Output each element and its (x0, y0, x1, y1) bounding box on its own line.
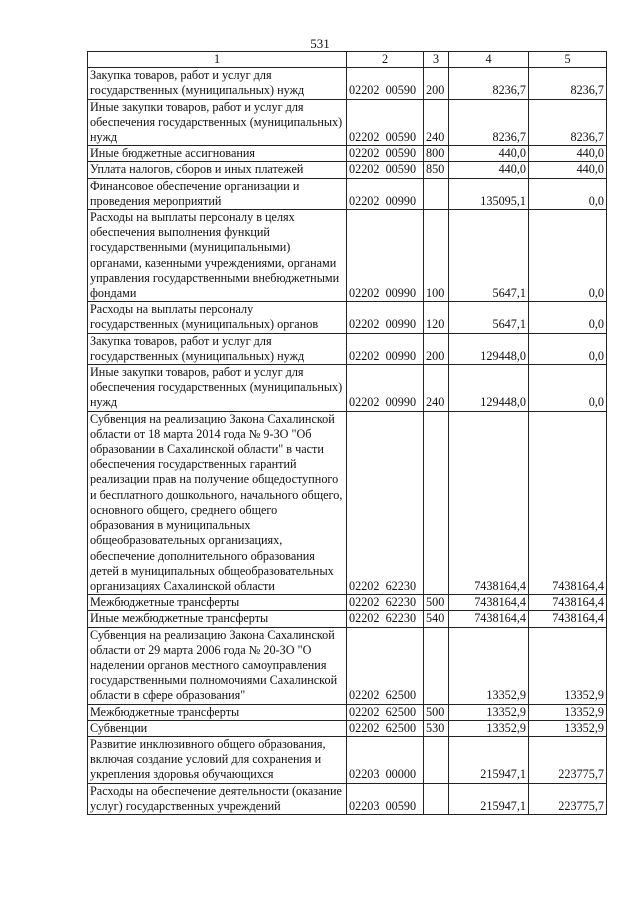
target-article-code-cell: 02202 00590 (347, 146, 424, 162)
amount-year2-cell: 7438164,4 (529, 611, 607, 627)
target-article-code-cell: 02202 62230 (347, 411, 424, 594)
expense-name-cell: Расходы на выплаты персоналу в целях обеспечения выполнения функций государственными (муниципальными) органами, казенными учреждениями, органами управления государственными внебюджетными фондами (88, 210, 347, 302)
expense-name-cell: Развитие инклюзивного общего образования, включая создание условий для сохранения и укрепления здоровья обучающихся (88, 736, 347, 783)
table-row (88, 178, 607, 209)
table-row (88, 627, 607, 704)
expense-type-cell: 100 (424, 210, 449, 302)
amount-year2-cell: 0,0 (529, 365, 607, 412)
amount-year2-cell: 0,0 (529, 302, 607, 333)
amount-year1-cell: 129448,0 (449, 365, 529, 412)
expense-type-cell: 500 (424, 704, 449, 720)
column-header: 3 (424, 52, 449, 68)
table-row (88, 720, 607, 736)
amount-year1-cell: 8236,7 (449, 99, 529, 146)
target-article-code-cell: 02203 00590 (347, 783, 424, 814)
expense-name-cell: Субвенция на реализацию Закона Сахалинской области от 18 марта 2014 года № 9-ЗО "Об образовании в Сахалинской области" в части обеспечения государственных гарантий реализации прав на получение общедоступного и бесплатного дошкольного, начального общего, основного общего, среднего общего образования в муниципальных общеобразовательных организациях, обеспечение дополнительного образования детей в муниципальных общеобразовательных организациях Сахалинской области (88, 411, 347, 594)
expense-type-cell (424, 736, 449, 783)
target-article-code-cell: 02202 00990 (347, 365, 424, 412)
expense-type-cell (424, 411, 449, 594)
amount-year1-cell: 215947,1 (449, 736, 529, 783)
expense-type-cell: 240 (424, 99, 449, 146)
amount-year2-cell: 13352,9 (529, 627, 607, 704)
expense-name-cell: Финансовое обеспечение организации и проведения мероприятий (88, 178, 347, 209)
expense-type-cell: 120 (424, 302, 449, 333)
amount-year2-cell: 8236,7 (529, 68, 607, 99)
expense-type-cell: 240 (424, 365, 449, 412)
expense-name-cell: Закупка товаров, работ и услуг для государственных (муниципальных) нужд (88, 68, 347, 99)
expense-name-cell: Субвенция на реализацию Закона Сахалинской области от 29 марта 2006 года № 20-ЗО "О наделении органов местного самоуправления государственными полномочиями Сахалинской области в сфере образования" (88, 627, 347, 704)
amount-year1-cell: 215947,1 (449, 783, 529, 814)
expense-name-cell: Межбюджетные трансферты (88, 595, 347, 611)
expense-type-cell (424, 783, 449, 814)
target-article-code-cell: 02202 00990 (347, 333, 424, 364)
amount-year1-cell: 135095,1 (449, 178, 529, 209)
target-article-code-cell: 02202 00590 (347, 162, 424, 178)
target-article-code-cell: 02202 62500 (347, 704, 424, 720)
table-row (88, 99, 607, 146)
target-article-code-cell: 02202 00990 (347, 178, 424, 209)
expense-name-cell: Субвенции (88, 720, 347, 736)
expense-name-cell: Закупка товаров, работ и услуг для государственных (муниципальных) нужд (88, 333, 347, 364)
table-row (88, 146, 607, 162)
table-row (88, 210, 607, 302)
amount-year1-cell: 7438164,4 (449, 411, 529, 594)
expense-type-cell (424, 627, 449, 704)
column-header: 1 (88, 52, 347, 68)
expense-name-cell: Расходы на обеспечение деятельности (оказание услуг) государственных учреждений (88, 783, 347, 814)
amount-year2-cell: 223775,7 (529, 736, 607, 783)
target-article-code-cell: 02202 62500 (347, 720, 424, 736)
expense-type-cell: 530 (424, 720, 449, 736)
amount-year2-cell: 0,0 (529, 333, 607, 364)
expense-name-cell: Иные закупки товаров, работ и услуг для обеспечения государственных (муниципальных) нужд (88, 365, 347, 412)
expense-name-cell: Иные закупки товаров, работ и услуг для обеспечения государственных (муниципальных) нужд (88, 99, 347, 146)
amount-year2-cell: 7438164,4 (529, 411, 607, 594)
expense-type-cell: 540 (424, 611, 449, 627)
amount-year1-cell: 7438164,4 (449, 595, 529, 611)
table-row (88, 595, 607, 611)
expense-type-cell: 500 (424, 595, 449, 611)
amount-year2-cell: 223775,7 (529, 783, 607, 814)
amount-year1-cell: 13352,9 (449, 627, 529, 704)
target-article-code-cell: 02203 00000 (347, 736, 424, 783)
amount-year1-cell: 5647,1 (449, 302, 529, 333)
table-row (88, 162, 607, 178)
target-article-code-cell: 02202 00590 (347, 99, 424, 146)
table-row (88, 365, 607, 412)
expense-type-cell: 200 (424, 333, 449, 364)
expense-name-cell: Расходы на выплаты персоналу государственных (муниципальных) органов (88, 302, 347, 333)
table-row (88, 736, 607, 783)
amount-year2-cell: 13352,9 (529, 720, 607, 736)
amount-year1-cell: 129448,0 (449, 333, 529, 364)
column-header: 5 (529, 52, 607, 68)
column-header: 2 (347, 52, 424, 68)
table-row (88, 302, 607, 333)
table-row (88, 411, 607, 594)
column-header: 4 (449, 52, 529, 68)
table-header-row (88, 52, 607, 68)
target-article-code-cell: 02202 62230 (347, 611, 424, 627)
table-row (88, 783, 607, 814)
table-row (88, 611, 607, 627)
expense-name-cell: Иные межбюджетные трансферты (88, 611, 347, 627)
amount-year1-cell: 440,0 (449, 162, 529, 178)
target-article-code-cell: 02202 62230 (347, 595, 424, 611)
target-article-code-cell: 02202 00990 (347, 302, 424, 333)
amount-year1-cell: 13352,9 (449, 704, 529, 720)
page-number: 531 (310, 36, 330, 51)
expense-type-cell (424, 178, 449, 209)
amount-year1-cell: 13352,9 (449, 720, 529, 736)
expense-name-cell: Межбюджетные трансферты (88, 704, 347, 720)
target-article-code-cell: 02202 62500 (347, 627, 424, 704)
amount-year2-cell: 7438164,4 (529, 595, 607, 611)
expense-name-cell: Иные бюджетные ассигнования (88, 146, 347, 162)
amount-year2-cell: 13352,9 (529, 704, 607, 720)
amount-year2-cell: 0,0 (529, 178, 607, 209)
budget-table (87, 51, 607, 815)
table-row (88, 68, 607, 99)
amount-year2-cell: 440,0 (529, 162, 607, 178)
amount-year2-cell: 8236,7 (529, 99, 607, 146)
amount-year2-cell: 0,0 (529, 210, 607, 302)
expense-type-cell: 850 (424, 162, 449, 178)
table-row (88, 333, 607, 364)
expense-type-cell: 800 (424, 146, 449, 162)
amount-year1-cell: 440,0 (449, 146, 529, 162)
target-article-code-cell: 02202 00990 (347, 210, 424, 302)
expense-name-cell: Уплата налогов, сборов и иных платежей (88, 162, 347, 178)
target-article-code-cell: 02202 00590 (347, 68, 424, 99)
amount-year2-cell: 440,0 (529, 146, 607, 162)
expense-type-cell: 200 (424, 68, 449, 99)
table-row (88, 704, 607, 720)
amount-year1-cell: 7438164,4 (449, 611, 529, 627)
amount-year1-cell: 8236,7 (449, 68, 529, 99)
amount-year1-cell: 5647,1 (449, 210, 529, 302)
